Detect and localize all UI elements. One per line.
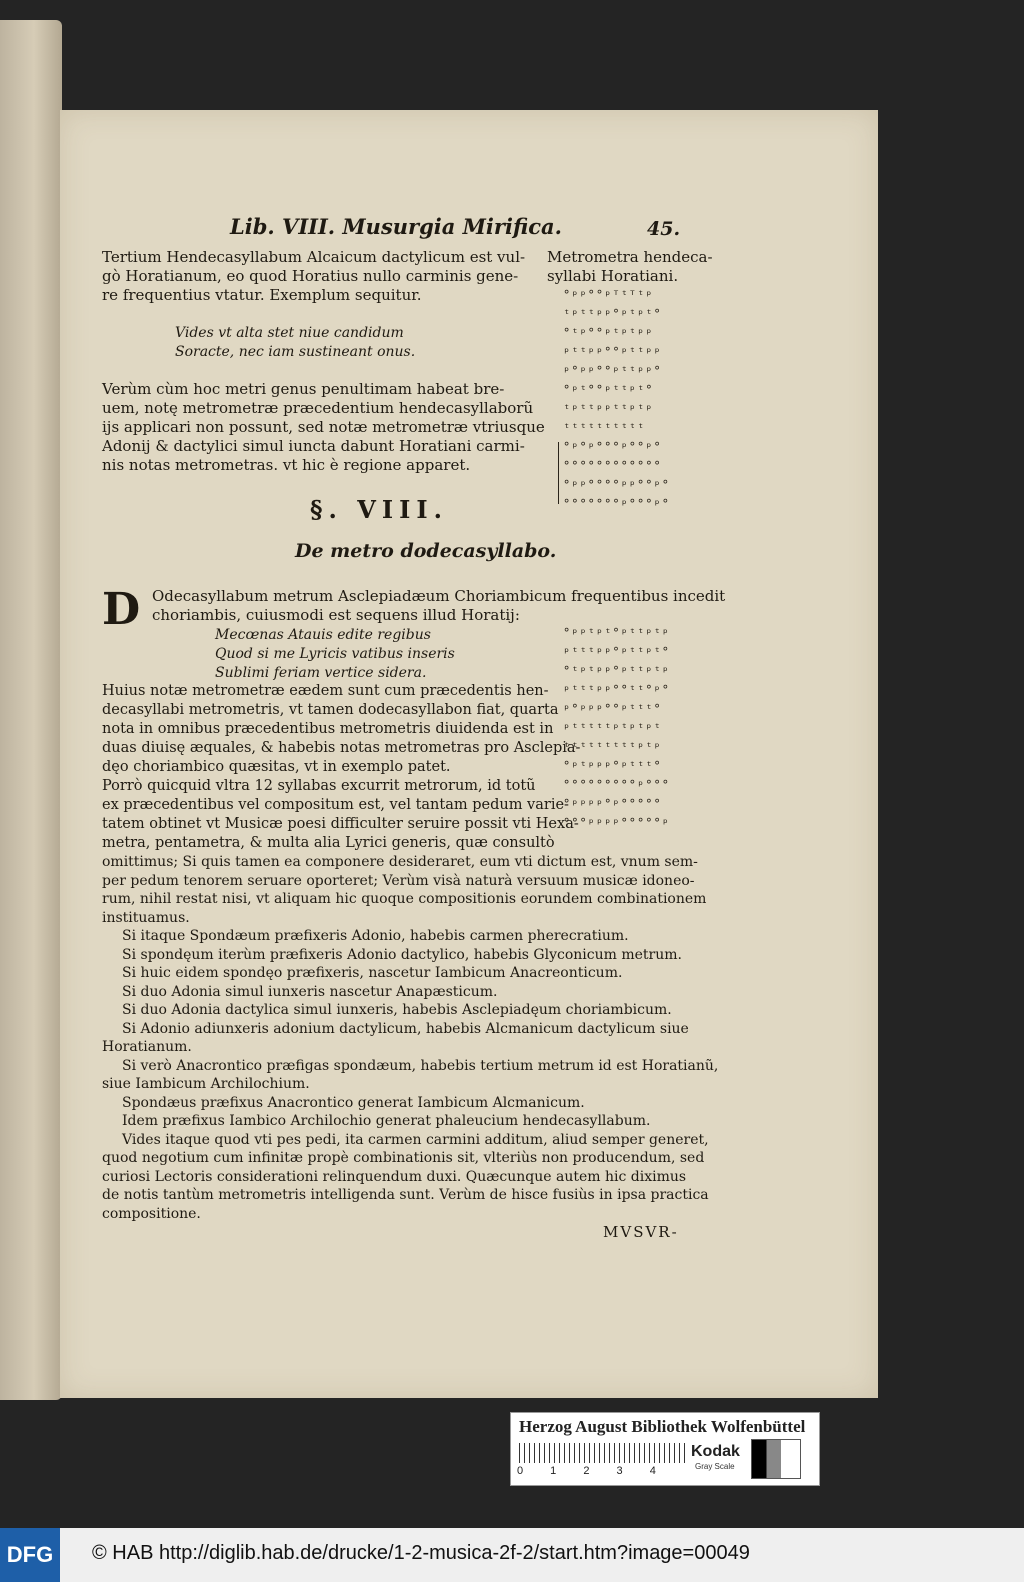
notes-line: °°°ᵖᵖᵖᵖ°°°°°ᵖ [563, 816, 670, 830]
verse-1 [175, 324, 415, 362]
margin-line: Metrometra hendeca- [547, 248, 713, 266]
text-line: metra, pentametra, & multa alia Lyrici generis, quæ consultò [102, 835, 555, 851]
drop-capital: D [102, 584, 141, 635]
notes-line: °ᵖᵖ°°ᵖᵀᵗᵀᵗᵖ [563, 288, 654, 302]
text-line: per pedum tenorem seruare oporteret; Verùm visà naturà versuum musicæ idoneo- [102, 872, 695, 889]
verse-line: Sublimi feriam vertice sidera. [215, 665, 427, 681]
paragraph-4 [102, 682, 580, 853]
text-line: Tertium Hendecasyllabum Alcaicum dactylicum est vul- [102, 248, 526, 266]
notes-line: ᵖᵗᵗᵗᵖᵖ°ᵖᵗᵗᵖᵗ° [563, 645, 670, 659]
catchword: MVSVR- [603, 1223, 679, 1241]
text-line: Si Adonio adiunxeris adonium dactylicum, habebis Alcmanicum dactylicum siue [122, 1020, 689, 1037]
book-page [60, 110, 878, 1398]
text-line: rum, nihil restat nisi, vt aliquam hic quoque compositionis eorundem combinationem [102, 891, 707, 907]
text-line: re frequentius vtatur. Exemplum sequitur. [102, 286, 422, 304]
notes-line: °ᵖᵖ°°°°ᵖᵖ°°ᵖ° [563, 478, 670, 492]
text-line: nota in omnibus præcedentibus metrometris diuidenda est in [102, 721, 554, 737]
kodak-logo: Kodak [691, 1443, 740, 1460]
text-line: Spondæus præfixus Anacrontico generat Iambicum Alcmanicum. [122, 1094, 585, 1111]
dfg-logo: DFG [0, 1528, 60, 1582]
text-line: Adonij & dactylici simul iuncta dabunt Horatiani carmi- [102, 437, 525, 455]
notes-line: °ᵖᵗ°°ᵖᵗᵗᵖᵗ° [563, 383, 654, 397]
verse-line: Mecœnas Atauis edite regibus [215, 627, 431, 643]
text-line: Si spondęum iterùm præfixeris Adonio dactylico, habebis Glyconicum metrum. [122, 946, 682, 963]
text-line: nis notas metrometras. vt hic è regione apparet. [102, 456, 471, 474]
text-line: gò Horatianum, eo quod Horatius nullo carminis gene- [102, 267, 519, 285]
text-line: dęo choriambico quæsitas, vt in exemplo patet. [102, 759, 451, 775]
scale-ruler [519, 1443, 687, 1463]
text-line: quod negotium cum infinitæ propè combinationis sit, vlteriùs non producendum, sed [102, 1150, 705, 1166]
notes-line: ᵗᵖᵗᵗᵖᵖ°ᵖᵗᵖᵗ° [563, 307, 662, 321]
text-line: compositione. [102, 1205, 201, 1222]
notes-line: ᵗᵖᵗᵗᵖᵖᵗᵗᵖᵗᵖ [563, 402, 654, 416]
text-line: tatem obtinet vt Musicæ poesi difficulter seruire possit vti Hexa- [102, 816, 579, 832]
metrometra-notes-middle [563, 624, 670, 833]
text-line: Vides itaque quod vti pes pedi, ita carmen carmini additum, aliud semper generet, [122, 1131, 709, 1148]
paragraph-5 [102, 853, 718, 1223]
text-line: duas diuisę æquales, & habebis notas metrometras pro Asclepia- [102, 740, 581, 756]
notes-line: ᵗᵗᵗᵗᵗᵗᵗᵗᵗᵗ [563, 421, 646, 435]
text-line: siue Iambicum Archilochium. [102, 1076, 310, 1092]
notes-line: ᵖ°ᵖᵖᵖ°°ᵖᵗᵗᵗ° [563, 702, 662, 716]
copyright-url[interactable]: © HAB http://diglib.hab.de/drucke/1-2-musica-2f-2/start.htm?image=00049 [92, 1542, 750, 1564]
metrometra-notes-top [563, 286, 670, 514]
paragraph-2 [102, 380, 545, 475]
text-line: Si duo Adonia dactylica simul iunxeris, habebis Asclepiadęum choriambicum. [122, 1002, 672, 1018]
verse-2 [215, 626, 455, 683]
text-line: Si huic eidem spondęo præfixeris, nascetur Iambicum Anacreonticum. [122, 965, 623, 981]
gray-scale-label: Gray Scale [695, 1462, 735, 1471]
text-line: Si itaque Spondæum præfixeris Adonio, habebis carmen pherecratium. [122, 928, 629, 944]
text-line: ex præcedentibus vel compositum est, vel tantam pedum varie- [102, 797, 569, 813]
text-line: Huius notæ metrometræ eædem sunt cum præcedentis hen- [102, 683, 549, 699]
gray-swatch [751, 1439, 801, 1479]
text-line: curiosi Lectoris considerationi relinquendum duxi. Quæcunque autem hic diximus [102, 1168, 687, 1185]
verse-line: Quod si me Lyricis vatibus inseris [215, 646, 455, 662]
margin-heading [547, 248, 713, 286]
library-name: Herzog August Bibliothek Wolfenbüttel [519, 1417, 806, 1436]
text-line: choriambis, cuiusmodi est sequens illud Horatij: [152, 606, 520, 624]
margin-line: syllabi Horatiani. [547, 267, 679, 285]
text-line: Verùm cùm hoc metri genus penultimam habeat bre- [102, 380, 505, 398]
text-line: omittimus; Si quis tamen ea componere desideraret, eum vti dictum est, vnum sem- [102, 854, 698, 870]
text-line: Idem præfixus Iambico Archilochio generat phaleucium hendecasyllabum. [122, 1113, 651, 1129]
notes-line: °°°°°°°°°°°° [563, 459, 662, 473]
footer-bar [0, 1528, 1024, 1582]
text-line: de notis tantùm metrometris intelligenda sunt. Verùm de hisce fusiùs in ipsa practica [102, 1187, 709, 1203]
text-line: Porrò quicquid vltra 12 syllabas excurrit metrorum, id totũ [102, 778, 536, 794]
notes-line: °°°°°°°ᵖ°°°ᵖ° [563, 497, 670, 511]
notes-line: ᵖᵗᵗᵗᵗᵗᵖᵗᵖᵗᵖᵗ [563, 721, 662, 735]
text-line: Odecasyllabum metrum Asclepiadæum Choriambicum frequentibus incedit [152, 587, 726, 605]
left-page-edge [0, 20, 62, 1400]
text-line: Si verò Anacrontico præfigas spondæum, habebis tertium metrum id est Horatianũ, [122, 1057, 719, 1074]
verse-line: Vides vt alta stet niue candidum [175, 325, 404, 341]
notes-line: ᵗᵗᵗᵗᵗᵗᵗᵗᵗᵖᵗᵖ [563, 740, 662, 754]
notes-line: ᵖᵗᵗᵖᵖ°°ᵖᵗᵗᵖᵖ [563, 345, 662, 359]
notes-line: °ᵖᵖᵖᵖ°ᵖ°°°°° [563, 797, 662, 811]
notes-line: °ᵖᵗᵖᵖᵖ°ᵖᵗᵗᵗ° [563, 759, 662, 773]
text-line: Si duo Adonia simul iunxeris nascetur Anapæsticum. [122, 983, 498, 1000]
notes-line: °ᵖᵖᵗᵖᵗ°ᵖᵗᵗᵖᵗᵖ [563, 626, 670, 640]
notes-line: °ᵗᵖ°°ᵖᵗᵖᵗᵖᵖ [563, 326, 654, 340]
running-title: Lib. VIII. Musurgia Mirifica. [230, 214, 562, 239]
page-number: 45. [647, 218, 681, 240]
notes-line: °ᵗᵖᵗᵖᵖ°ᵖᵗᵗᵖᵗᵖ [563, 664, 670, 678]
notes-line: °ᵖ°ᵖ°°°ᵖ°°ᵖ° [563, 440, 662, 454]
section-heading: §. VIII. [310, 495, 448, 524]
ruler-numbers: 0 1 2 3 4 [517, 1465, 656, 1477]
color-calibration-card [510, 1412, 820, 1486]
paragraph-3 [152, 587, 725, 625]
verse-line: Soracte, nec iam sustineant onus. [175, 344, 416, 360]
notes-line: ᵖᵗᵗᵗᵖᵖ°°ᵗᵗ°ᵖ° [563, 683, 670, 697]
paragraph-1 [102, 248, 525, 305]
notes-line: °°°°°°°°°ᵖ°°° [563, 778, 670, 792]
text-line: uem, notę metrometræ præcedentium hendecasyllaborũ [102, 399, 534, 417]
text-line: instituamus. [102, 909, 190, 926]
notes-line: ᵖ°ᵖᵖ°°ᵖᵗᵗᵖᵖ° [563, 364, 662, 378]
text-line: Horatianum. [102, 1039, 192, 1055]
text-line: decasyllabi metrometris, vt tamen dodecasyllabon fiat, quarta [102, 702, 559, 718]
text-line: ijs applicari non possunt, sed notæ metrometræ vtriusque [102, 418, 545, 436]
section-subtitle: De metro dodecasyllabo. [295, 540, 557, 562]
